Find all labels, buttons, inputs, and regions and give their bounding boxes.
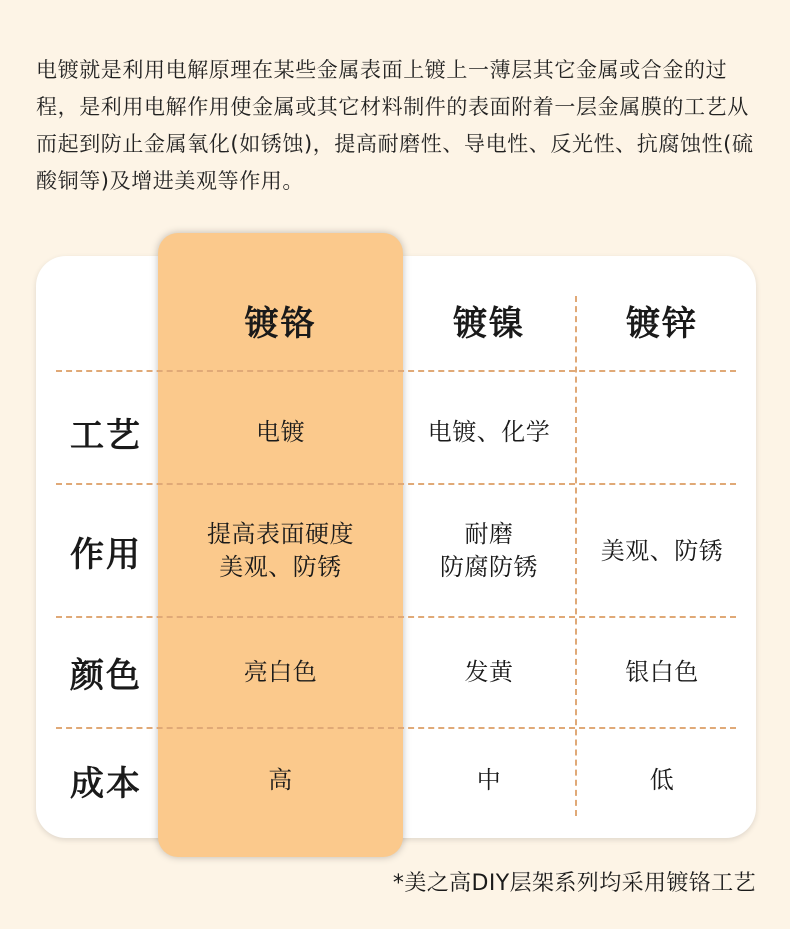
footnote: *美之高DIY层架系列均采用镀铬工艺 — [392, 871, 756, 896]
cell-function-chrome: 提高表面硬度 美观、防锈 — [207, 520, 354, 581]
column-header-nickel: 镀镍 — [453, 303, 525, 344]
row-divider — [56, 483, 736, 485]
cell-cost-chrome: 高 — [268, 765, 293, 794]
column-header-chrome: 镀铬 — [244, 303, 317, 344]
row-header-color: 颜色 — [70, 655, 142, 696]
cell-color-chrome: 亮白色 — [243, 657, 318, 686]
cell-function-zinc: 美观、防锈 — [600, 536, 724, 565]
cell-cost-nickel: 中 — [476, 765, 502, 794]
cell-process-zinc — [577, 400, 747, 464]
cell-color-nickel: 发黄 — [464, 657, 514, 686]
column-header-zinc: 镀锌 — [626, 303, 698, 344]
row-divider — [56, 727, 736, 729]
row-divider — [56, 370, 736, 372]
cell-color-zinc: 银白色 — [625, 657, 699, 686]
cell-process-nickel: 电镀、化学 — [427, 417, 551, 446]
intro-paragraph: 电镀就是利用电解原理在某些金属表面上镀上一薄层其它金属或合金的过程，是利用电解作用使金属或其它材料制件的表面附着一层金属膜的工艺从而起到防止金属氧化(如锈蚀)，提高耐磨性、导电性、反光性、抗腐蚀性(硫酸铜等)及增进美观等作用。 — [36, 58, 754, 193]
cell-cost-zinc: 低 — [649, 765, 675, 794]
row-header-process: 工艺 — [70, 415, 142, 456]
row-header-cost: 成本 — [70, 763, 142, 804]
row-header-function: 作用 — [70, 534, 142, 575]
cell-function-nickel: 耐磨 防腐防锈 — [440, 520, 538, 581]
cell-process-chrome: 电镀 — [256, 417, 305, 446]
row-divider — [56, 616, 736, 618]
